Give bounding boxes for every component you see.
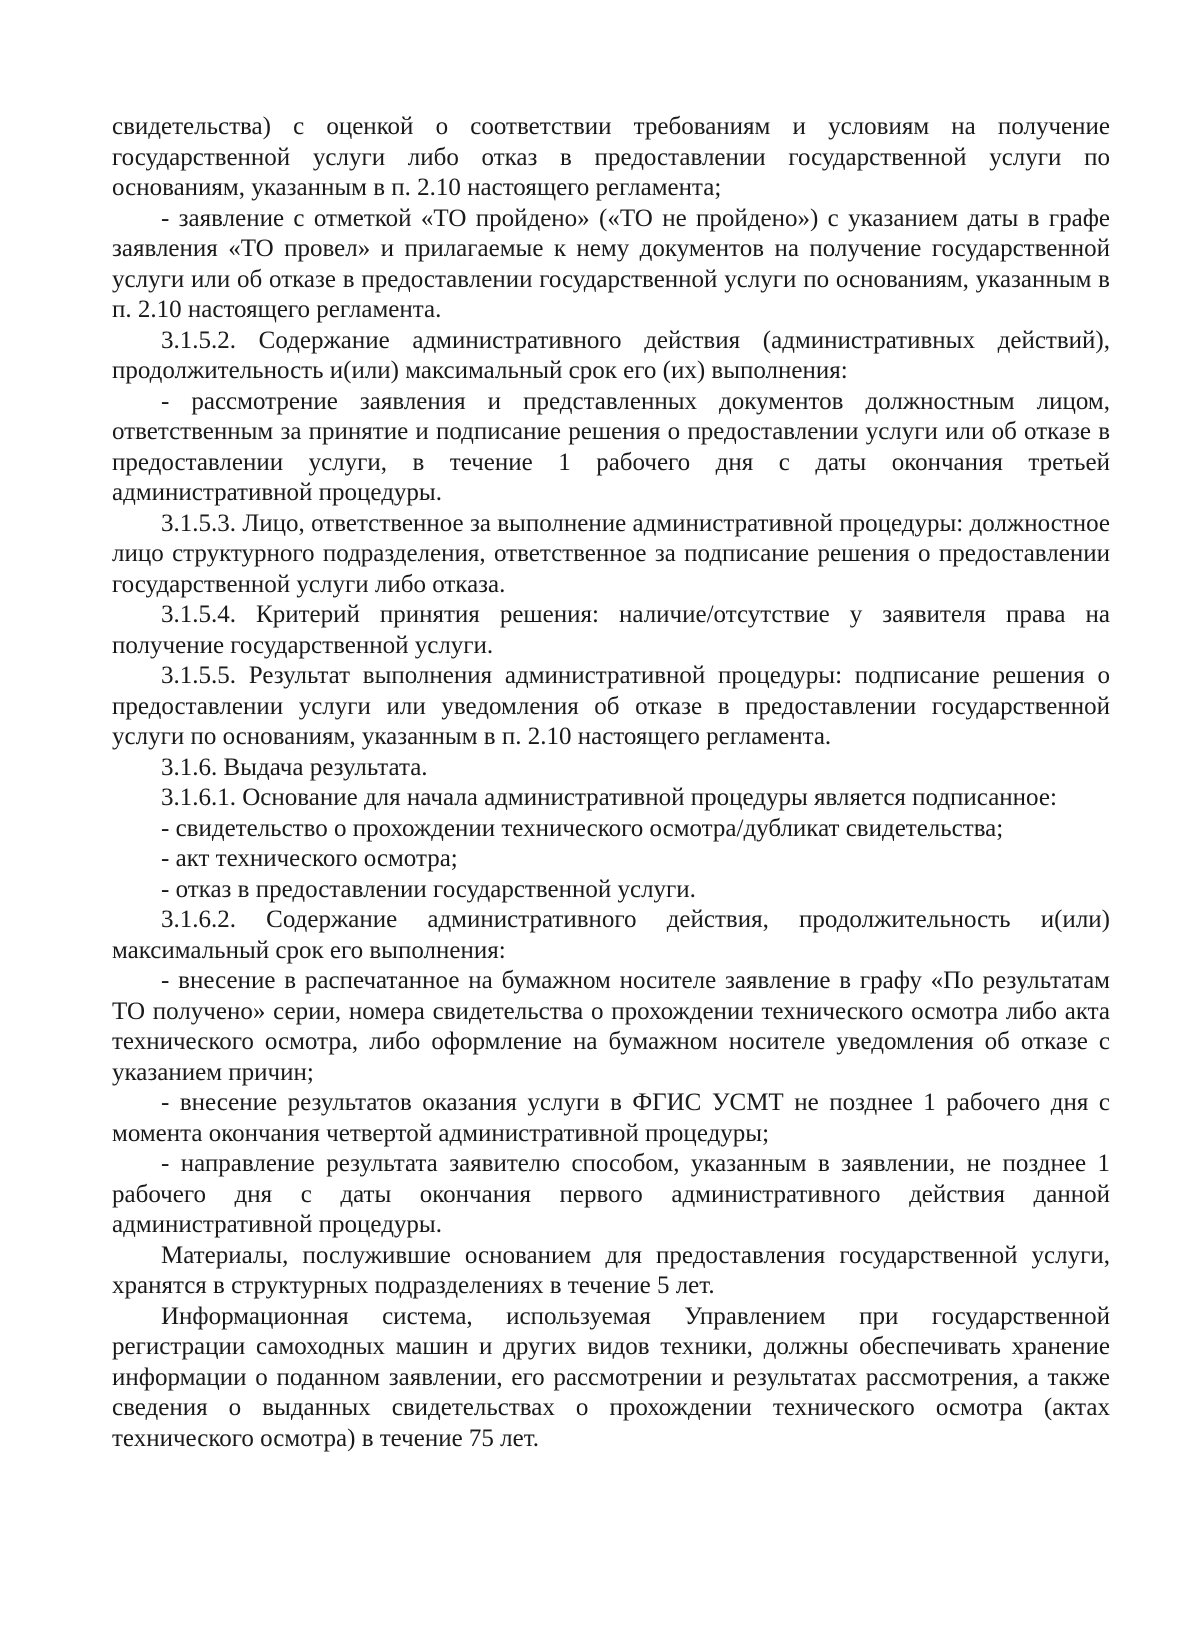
paragraph-17: Материалы, послужившие основанием для предоставления государственной услуги, хранятся в структурных подразделениях в течение 5 лет. bbox=[112, 1241, 1110, 1299]
paragraph-13: 3.1.6.2. Содержание административного действия, продолжительность и(или) максимальный срок его выполнения: bbox=[112, 906, 1110, 964]
paragraph-6: 3.1.5.4. Критерий принятия решения: наличие/отсутствие у заявителя права на получение государственной услуги. bbox=[112, 601, 1110, 659]
paragraph-1: свидетельства) с оценкой о соответствии требованиям и условиям на получение государственной услуги либо отказ в предоставлении государственной услуги по основаниям, указанным в п. 2.10 настоящего регламента; bbox=[112, 113, 1110, 201]
paragraph-5: 3.1.5.3. Лицо, ответственное за выполнение административной процедуры: должностное лицо структурного подразделения, ответственное за подписание решения о предоставлении государственной услуги либо отказа. bbox=[112, 509, 1110, 598]
paragraph-14: - внесение в распечатанное на бумажном носителе заявление в графу «По результатам ТО получено» серии, номера свидетельства о прохождении технического осмотра либо акта технического осмотра, либо оформление на бумажном носителе уведомления об отказе с указанием причин; bbox=[112, 967, 1110, 1086]
paragraph-2: - заявление с отметкой «ТО пройдено» («ТО не пройдено») с указанием даты в графе заявления «ТО провел» и прилагаемые к нему документов на получение государственной услуги или об отказе в предоставлении государственной услуги по основаниям, указанным в п. 2.10 настоящего регламента. bbox=[112, 204, 1110, 323]
paragraph-3: 3.1.5.2. Содержание административного действия (административных действий), продолжительность и(или) максимальный срок его (их) выполнения: bbox=[112, 326, 1110, 384]
paragraph-12: - отказ в предоставлении государственной услуги. bbox=[161, 875, 696, 903]
paragraph-4: - рассмотрение заявления и представленных документов должностным лицом, ответственным за принятие и подписание решения о предоставлении услуги или об отказе в предоставлении услуги, в течение 1 рабочего дня с даты окончания третьей административной процедуры. bbox=[112, 387, 1110, 506]
paragraph-8: 3.1.6. Выдача результата. bbox=[161, 753, 428, 781]
paragraph-9: 3.1.6.1. Основание для начала административной процедуры является подписанное: bbox=[161, 784, 1057, 811]
paragraph-11: - акт технического осмотра; bbox=[161, 845, 458, 872]
paragraph-18: Информационная система, используемая Управлением при государственной регистрации самоходных машин и других видов техники, должны обеспечивать хранение информации о поданном заявлении, его рассмотрении и результатах рассмотрения, а также сведения о выданных свидетельствах о прохождении технического осмотра (актах технического осмотра) в течение 75 лет. bbox=[112, 1302, 1110, 1452]
paragraph-16: - направление результата заявителю способом, указанным в заявлении, не позднее 1 рабочего дня с даты окончания первого административного действия данной административной процедуры. bbox=[112, 1150, 1110, 1238]
paragraph-15: - внесение результатов оказания услуги в ФГИС УСМТ не позднее 1 рабочего дня с момента окончания четвертой административной процедуры; bbox=[112, 1089, 1110, 1147]
document-page bbox=[112, 112, 1110, 1454]
paragraph-7: 3.1.5.5. Результат выполнения административной процедуры: подписание решения о предоставлении услуги или уведомления об отказе в предоставлении государственной услуги по основаниям, указанным в п. 2.10 настоящего регламента. bbox=[112, 662, 1110, 750]
paragraph-10: - свидетельство о прохождении технического осмотра/дубликат свидетельства; bbox=[161, 814, 1004, 842]
